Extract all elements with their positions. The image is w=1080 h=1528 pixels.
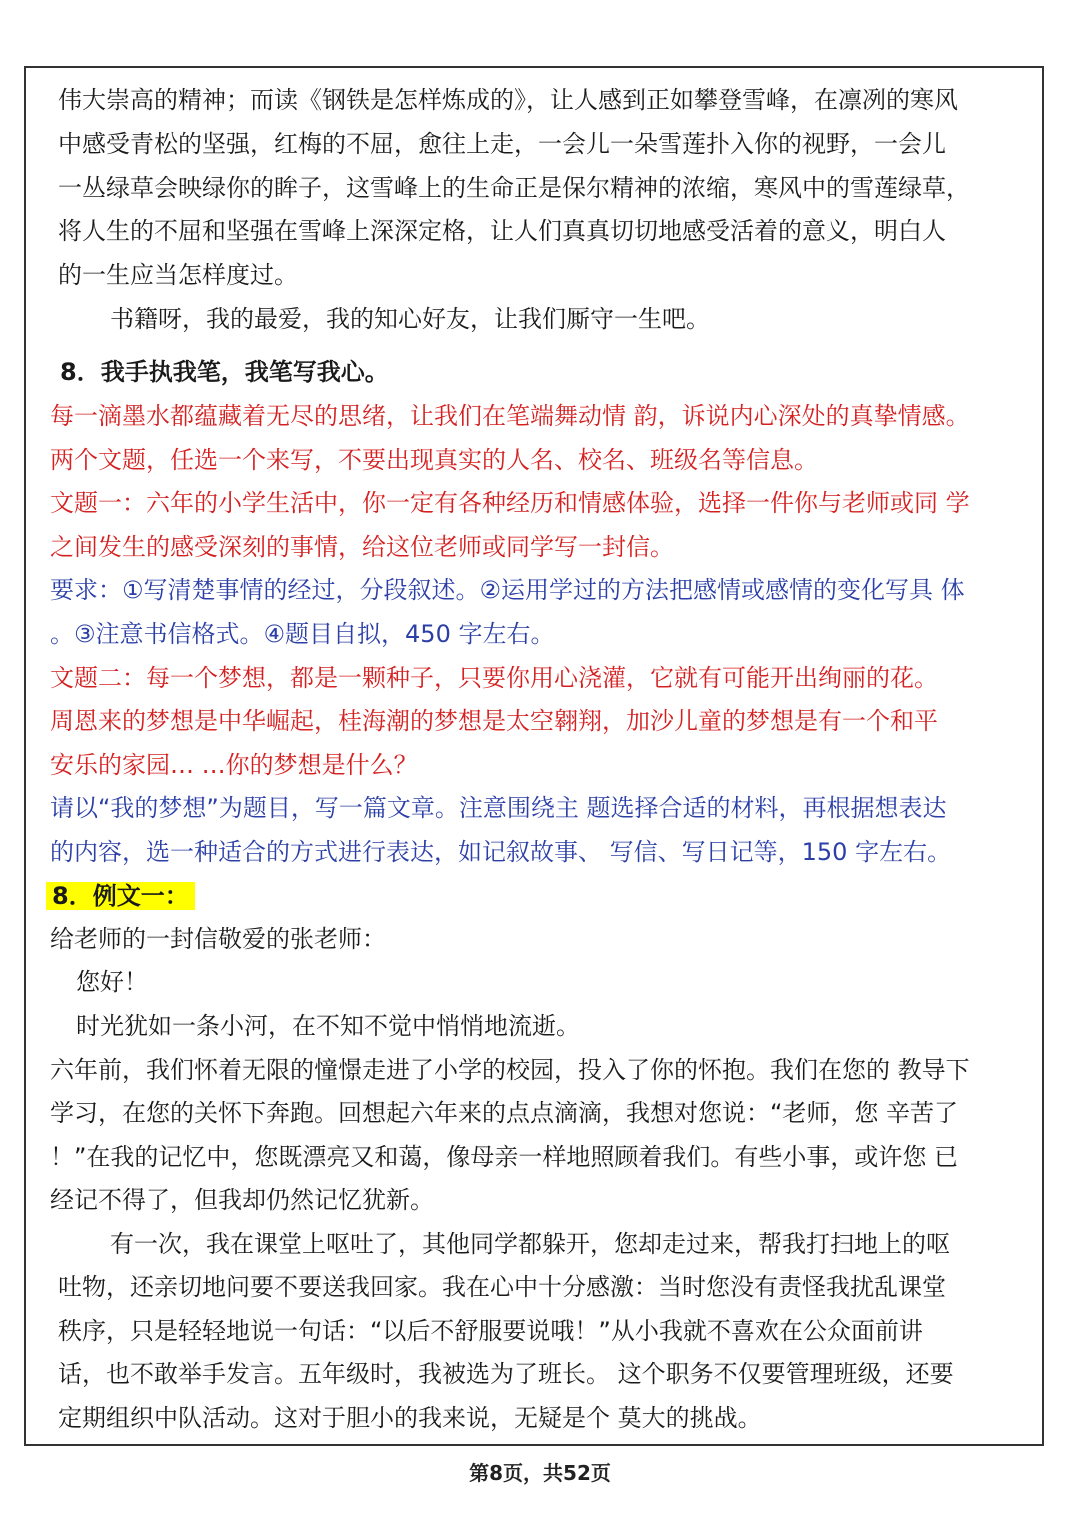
essay-line: 的一生应当怎样度过。 xyxy=(58,261,298,289)
example-title-wrapper xyxy=(46,874,195,918)
requirement-one-line: 要求：①写清楚事情的经过，分段叙述。②运用学过的方法把感情或感情的变化写具 体 xyxy=(50,576,965,604)
example-title: 8．例文一： xyxy=(46,882,195,910)
topic-two-line: 周恩来的梦想是中华崛起，桂海潮的梦想是太空翱翔，加沙儿童的梦想是有一个和平 xyxy=(50,707,938,735)
requirement-two-line: 请以“我的梦想”为题目，写一篇文章。注意围绕主 题选择合适的材料，再根据想表达 xyxy=(50,794,947,822)
topic-two-line: 文题二：每一个梦想，都是一颗种子，只要你用心浇灌，它就有可能开出绚丽的花。 xyxy=(50,664,938,692)
essay-line: 一丛绿草会映绿你的眸子，这雪峰上的生命正是保尔精神的浓缩，寒风中的雪莲绿草， xyxy=(58,174,970,202)
essay-closing-line: 书籍呀，我的最爱，我的知心好友，让我们厮守一生吧。 xyxy=(110,305,710,333)
prompt-intro-line: 两个文题，任选一个来写，不要出现真实的人名、校名、班级名等信息。 xyxy=(50,446,818,474)
essay-line: 伟大崇高的精神；而读《钢铁是怎样炼成的》，让人感到正如攀登雪峰，在凛冽的寒风 xyxy=(58,86,958,114)
letter-line: 六年前，我们怀着无限的憧憬走进了小学的校园，投入了你的怀抱。我们在您的 教导下 xyxy=(50,1056,970,1084)
letter-line: 经记不得了，但我却仍然记忆犹新。 xyxy=(50,1186,434,1214)
letter-line: 定期组织中队活动。这对于胆小的我来说，无疑是个 莫大的挑战。 xyxy=(58,1404,762,1432)
letter-line: 秩序，只是轻轻地说一句话：“以后不舒服要说哦！”从小我就不喜欢在公众面前讲 xyxy=(58,1317,923,1345)
letter-line: 话，也不敢举手发言。五年级时，我被选为了班长。 这个职务不仅要管理班级，还要 xyxy=(58,1360,954,1388)
topic-two-line: 安乐的家园… …你的梦想是什么？ xyxy=(50,751,418,779)
requirement-one-line: 。③注意书信格式。④题目自拟，450 字左右。 xyxy=(50,620,555,648)
page-number: 第8页，共52页 xyxy=(469,1461,611,1485)
essay-line: 将人生的不屈和坚强在雪峰上深深定格，让人们真真切切地感受活着的意义，明白人 xyxy=(58,217,946,245)
question-title: 8．我手执我笔，我笔写我心。 xyxy=(60,358,389,386)
letter-greeting: 您好！ xyxy=(76,968,148,996)
letter-line: 有一次，我在课堂上呕吐了，其他同学都躲开，您却走过来，帮我打扫地上的呕 xyxy=(110,1230,950,1258)
topic-one-line: 之间发生的感受深刻的事情，给这位老师或同学写一封信。 xyxy=(50,533,674,561)
topic-one-line: 文题一：六年的小学生活中，你一定有各种经历和情感体验，选择一件你与老师或同 学 xyxy=(50,489,970,517)
prompt-intro-line: 每一滴墨水都蕴藏着无尽的思绪，让我们在笔端舞动情 韵，诉说内心深处的真挚情感。 xyxy=(50,402,970,430)
requirement-two-line: 的内容，选一种适合的方式进行表达，如记叙故事、 写信、写日记等，150 字左右。 xyxy=(50,838,952,866)
letter-line: 学习，在您的关怀下奔跑。回想起六年来的点点滴滴，我想对您说：“老师，您 辛苦了 xyxy=(50,1099,959,1127)
letter-line: ！”在我的记忆中，您既漂亮又和蔼，像母亲一样地照顾着我们。有些小事，或许您 已 xyxy=(50,1143,959,1171)
letter-heading: 给老师的一封信敬爱的张老师： xyxy=(50,925,386,953)
letter-line: 时光犹如一条小河，在不知不觉中悄悄地流逝。 xyxy=(76,1012,580,1040)
letter-line: 吐物，还亲切地问要不要送我回家。我在心中十分感激：当时您没有责怪我扰乱课堂 xyxy=(58,1273,946,1301)
essay-line: 中感受青松的坚强，红梅的不屈，愈往上走，一会儿一朵雪莲扑入你的视野，一会儿 xyxy=(58,130,946,158)
